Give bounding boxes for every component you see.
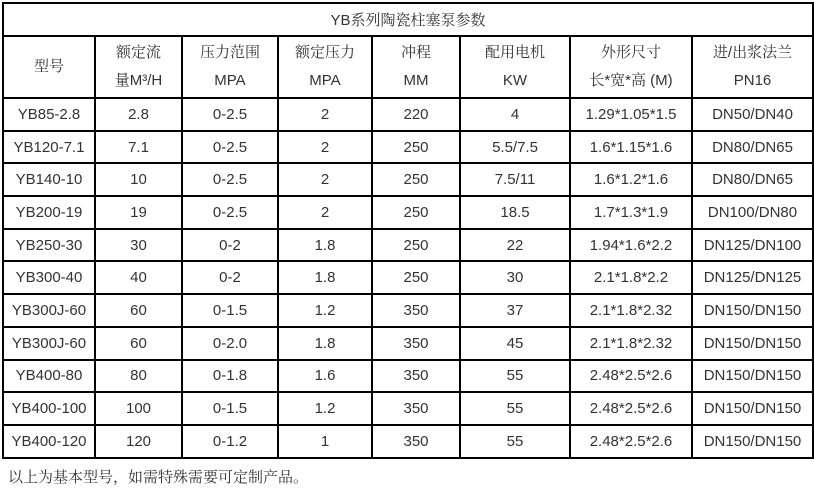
table-cell-flange: DN150/DN150 [692,294,813,327]
column-header-pressure-range [182,36,278,98]
table-cell-rated-pressure: 1.2 [278,392,372,425]
table-cell-pressure-range: 0-2.5 [182,98,278,131]
table-row [3,98,813,131]
column-header-line2: MM [403,72,429,89]
table-cell-rated-pressure: 2 [278,131,372,164]
table-cell-stroke: 250 [372,131,460,164]
table-cell-dimensions: 1.6*1.15*1.6 [570,131,692,164]
table-cell-rated-flow: 7.1 [95,131,182,164]
table-cell-dimensions: 1.7*1.3*1.9 [570,196,692,229]
table-head [3,3,813,98]
column-header-dimensions [570,36,692,98]
table-cell-motor-power: 55 [460,392,570,425]
column-header-line2: PN16 [733,72,772,89]
table-cell-model: YB85-2.8 [3,98,95,131]
table-row [3,425,813,458]
table-cell-flange: DN80/DN65 [692,163,813,196]
table-row [3,360,813,393]
table-cell-motor-power: 4 [460,98,570,131]
column-header-line2: 量M³/H [114,72,163,89]
table-cell-stroke: 350 [372,360,460,393]
table-cell-rated-flow: 60 [95,294,182,327]
table-cell-rated-pressure: 1.8 [278,229,372,262]
table-cell-motor-power: 45 [460,327,570,360]
table-cell-model: YB400-120 [3,425,95,458]
column-header-line2: MPA [214,72,246,89]
table-cell-stroke: 350 [372,294,460,327]
table-cell-model: YB200-19 [3,196,95,229]
table-cell-model: YB300-40 [3,261,95,294]
table-cell-model: YB300J-60 [3,327,95,360]
table-cell-pressure-range: 0-2.0 [182,327,278,360]
column-header-line1: 配用电机 [484,44,545,61]
table-row [3,229,813,262]
table-cell-dimensions: 2.48*2.5*2.6 [570,360,692,393]
column-header-model [3,36,95,98]
table-cell-pressure-range: 0-2.5 [182,163,278,196]
table-cell-rated-pressure: 1 [278,425,372,458]
column-header-line2: 长*宽*高 (M) [589,72,673,89]
table-cell-flange: DN150/DN150 [692,425,813,458]
table-cell-model: YB300J-60 [3,294,95,327]
table-cell-flange: DN125/DN125 [692,261,813,294]
table-cell-pressure-range: 0-2.5 [182,196,278,229]
column-header-line1: 外形尺寸 [600,44,661,61]
table-cell-flange: DN150/DN150 [692,327,813,360]
table-cell-pressure-range: 0-2 [182,229,278,262]
table-row [3,163,813,196]
table-cell-motor-power: 30 [460,261,570,294]
table-row [3,261,813,294]
table-cell-model: YB120-7.1 [3,131,95,164]
table-row [3,392,813,425]
table-cell-flange: DN50/DN40 [692,98,813,131]
table-cell-pressure-range: 0-2 [182,261,278,294]
table-cell-rated-pressure: 2 [278,196,372,229]
table-cell-pressure-range: 0-1.2 [182,425,278,458]
column-header-motor-power [460,36,570,98]
table-cell-flange: DN150/DN150 [692,360,813,393]
table-cell-stroke: 350 [372,327,460,360]
table-cell-model: YB140-10 [3,163,95,196]
table-cell-stroke: 350 [372,425,460,458]
table-cell-motor-power: 55 [460,425,570,458]
table-cell-model: YB250-30 [3,229,95,262]
table-cell-stroke: 250 [372,229,460,262]
table-cell-stroke: 250 [372,163,460,196]
table-cell-motor-power: 18.5 [460,196,570,229]
table-row [3,131,813,164]
table-row [3,196,813,229]
pump-spec-table [2,2,814,459]
column-header-line2: KW [502,72,528,89]
column-header-line1: 额定压力 [294,44,355,61]
table-cell-model: YB400-80 [3,360,95,393]
table-cell-flange: DN80/DN65 [692,131,813,164]
column-header-line1: 进/出浆法兰 [712,44,793,61]
table-body [3,98,813,458]
table-cell-flange: DN100/DN80 [692,196,813,229]
table-cell-stroke: 350 [372,392,460,425]
table-cell-dimensions: 2.1*1.8*2.2 [570,261,692,294]
table-cell-pressure-range: 0-1.5 [182,392,278,425]
table-cell-pressure-range: 0-1.5 [182,294,278,327]
table-cell-rated-pressure: 2 [278,98,372,131]
table-cell-rated-flow: 40 [95,261,182,294]
column-header-flange [692,36,813,98]
table-cell-dimensions: 1.94*1.6*2.2 [570,229,692,262]
column-header-line1: 型号 [33,58,64,75]
table-header-row [3,36,813,98]
table-cell-rated-pressure: 2 [278,163,372,196]
column-header-stroke [372,36,460,98]
table-cell-rated-flow: 2.8 [95,98,182,131]
table-cell-stroke: 220 [372,98,460,131]
table-cell-flange: DN125/DN100 [692,229,813,262]
table-title: YB系列陶瓷柱塞泵参数 [3,3,813,36]
table-cell-rated-pressure: 1.2 [278,294,372,327]
table-cell-dimensions: 1.29*1.05*1.5 [570,98,692,131]
table-cell-motor-power: 7.5/11 [460,163,570,196]
column-header-rated-pressure [278,36,372,98]
table-cell-pressure-range: 0-1.8 [182,360,278,393]
table-cell-motor-power: 5.5/7.5 [460,131,570,164]
table-cell-pressure-range: 0-2.5 [182,131,278,164]
table-cell-rated-flow: 30 [95,229,182,262]
table-cell-dimensions: 2.1*1.8*2.32 [570,294,692,327]
column-header-line1: 额定流 [115,44,161,61]
table-cell-motor-power: 55 [460,360,570,393]
table-cell-rated-pressure: 1.8 [278,327,372,360]
column-header-rated-flow [95,36,182,98]
table-cell-dimensions: 2.1*1.8*2.32 [570,327,692,360]
table-cell-dimensions: 1.6*1.2*1.6 [570,163,692,196]
table-cell-rated-flow: 80 [95,360,182,393]
table-cell-stroke: 250 [372,196,460,229]
table-cell-motor-power: 37 [460,294,570,327]
column-header-line1: 压力范围 [199,44,260,61]
table-title-row [3,3,813,36]
table-cell-rated-flow: 100 [95,392,182,425]
table-cell-rated-pressure: 1.6 [278,360,372,393]
table-cell-flange: DN150/DN150 [692,392,813,425]
table-cell-rated-flow: 120 [95,425,182,458]
table-cell-stroke: 250 [372,261,460,294]
table-cell-rated-pressure: 1.8 [278,261,372,294]
column-header-line1: 冲程 [400,44,431,61]
table-cell-rated-flow: 60 [95,327,182,360]
table-cell-motor-power: 22 [460,229,570,262]
table-cell-rated-flow: 19 [95,196,182,229]
table-row [3,327,813,360]
footer-note: 以上为基本型号，如需特殊需要可定制产品。 [8,468,309,486]
table-cell-dimensions: 2.48*2.5*2.6 [570,425,692,458]
table-row [3,294,813,327]
table-cell-rated-flow: 10 [95,163,182,196]
table-cell-dimensions: 2.48*2.5*2.6 [570,392,692,425]
column-header-line2: MPA [309,72,341,89]
table-cell-model: YB400-100 [3,392,95,425]
